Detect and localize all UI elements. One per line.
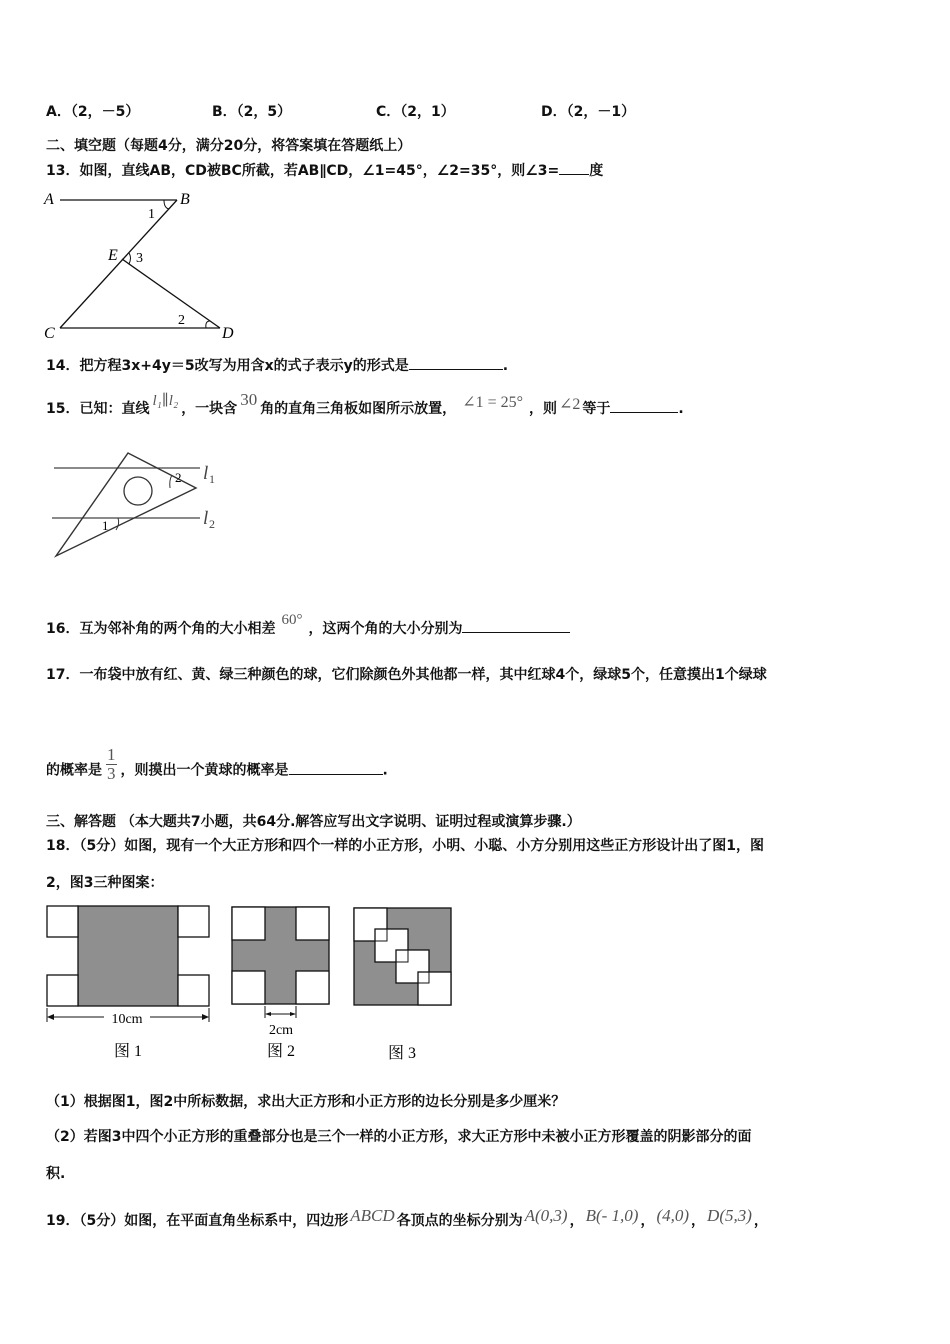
question-16 [46,612,570,639]
option-c: C．（2，1） [376,104,455,120]
question-15 [46,390,684,419]
q16-text-2: ，这两个角的大小分别为 [308,621,463,637]
q15-figure [46,448,236,563]
q17-fraction-numerator: 1 [107,745,116,764]
q19-text-2: 各顶点的坐标分别为 [396,1213,523,1229]
question-13 [46,160,603,181]
q19-separator-1: ， [569,1213,584,1229]
q15-fig-angle-1: 1 [102,518,109,533]
q16-blank [462,618,570,633]
q19-separator-3: ， [691,1213,706,1229]
q15-angle-30: 30 [240,390,258,409]
q15-text-4: ，则 [529,401,558,417]
q15-text-1: 15．已知：直线 [46,401,150,417]
section-2-title: 二、填空题（每题4分，满分20分，将答案填在答题纸上） [46,138,412,154]
q17-text-2: ，则摸出一个黄球的概率是 [120,762,289,779]
q18-figure-2 [232,907,329,1060]
q19-separator-4: ， [753,1213,768,1229]
q13-suffix: 度 [589,163,604,179]
q17-end: . [382,762,388,779]
q15-fig-angle-2: 2 [175,470,182,485]
q19-quadrilateral: ABCD [350,1206,395,1225]
option-a: A．（2，－5） [46,104,140,120]
q19-text-1: 19．（5分）如图，在平面直角坐标系中，四边形 [46,1213,349,1229]
q13-angle-3: 3 [136,251,143,266]
q19-point-c: (4,0) [656,1206,690,1225]
q15-label-l2-sub: 2 [209,517,215,531]
q18-figure-3 [354,908,451,1062]
q18-fig2-dimension: 2cm [268,1023,294,1038]
option-b: B．（2，5） [212,104,292,120]
q14-text: 14．把方程3x+4y＝5改写为用含x的式子表示y的形式是 [46,358,409,374]
q16-angle-60: 60° [281,612,303,628]
question-18-line-2: 2，图3三种图案： [46,875,164,891]
q15-label-l1-sub: 1 [209,472,215,486]
section-3-title: 三、解答题 （本大题共7小题，共64分.解答应写出文字说明、证明过程或演算步骤.） [46,814,581,830]
q17-fraction-denominator: 3 [107,764,116,783]
q13-figure [40,188,250,346]
q18-fig2-caption: 图 2 [266,1043,296,1060]
q18-fig1-caption: 图 1 [113,1043,143,1060]
q15-text-2: ，一块含 [181,401,238,417]
q13-angle-1: 1 [148,207,155,222]
q15-angle-2: ∠2 [559,396,581,413]
option-d: D．（2，－1） [541,104,636,120]
q15-label-l1: l [203,463,209,484]
question-17-line-1: 17．一布袋中放有红、黄、绿三种颜色的球，它们除颜色外其他都一样，其中红球4个，绿球5个，任意摸出1个绿球 [46,667,767,683]
q15-text-3: 角的直角三角板如图所示放置， [260,401,457,417]
q13-label-c: C [44,325,55,342]
q14-blank [409,355,503,370]
q15-angle-1-value: ∠1 = 25° [462,394,524,411]
q19-point-a: A(0,3) [524,1206,568,1225]
q15-text-5: 等于 [582,401,611,417]
q17-fraction [106,746,117,783]
q15-label-l2: l [203,508,209,529]
q13-text: 13．如图，直线AB，CD被BC所截，若AB∥CD，∠1=45°，∠2=35°，则∠3= [46,163,560,179]
q18-fig1-dimension: 10cm [111,1012,143,1027]
q18-sub-1: （1）根据图1，图2中所标数据，求出大正方形和小正方形的边长分别是多少厘米？ [46,1094,566,1110]
question-18-line-1: 18．（5分）如图，现有一个大正方形和四个一样的小正方形，小明、小聪、小方分别用这些正方形设计出了图1，图 [46,838,764,854]
q19-separator-2: ， [640,1213,655,1229]
q15-parallel-lines: l₁∥l₂ [152,393,179,409]
q18-figure-1 [47,906,209,1060]
q13-label-e: E [108,247,118,264]
q13-label-a: A [44,191,54,208]
q15-blank [610,398,678,413]
q13-blank [559,160,589,175]
q13-label-b: B [180,191,190,208]
question-14 [46,355,508,376]
q17-text-1: 的概率是 [46,762,102,779]
question-17-line-2 [46,745,388,789]
q17-blank [289,760,383,775]
q19-point-d: D(5,3) [707,1206,752,1225]
q18-sub-2-line-1: （2）若图3中四个小正方形的重叠部分也是三个一样的小正方形，求大正方形中未被小正方形覆盖的阴影部分的面 [46,1129,752,1145]
q18-figures [44,904,464,1064]
q14-end: . [502,358,509,374]
q16-text-1: 16．互为邻补角的两个角的大小相差 [46,621,276,637]
q13-angle-2: 2 [178,313,185,328]
q15-end: . [678,401,684,417]
q18-sub-2-line-2: 积. [46,1166,66,1182]
q19-point-b: B(- 1,0) [585,1206,639,1225]
question-19 [46,1206,768,1231]
q13-label-d: D [222,325,234,342]
q18-fig3-caption: 图 3 [387,1045,417,1062]
